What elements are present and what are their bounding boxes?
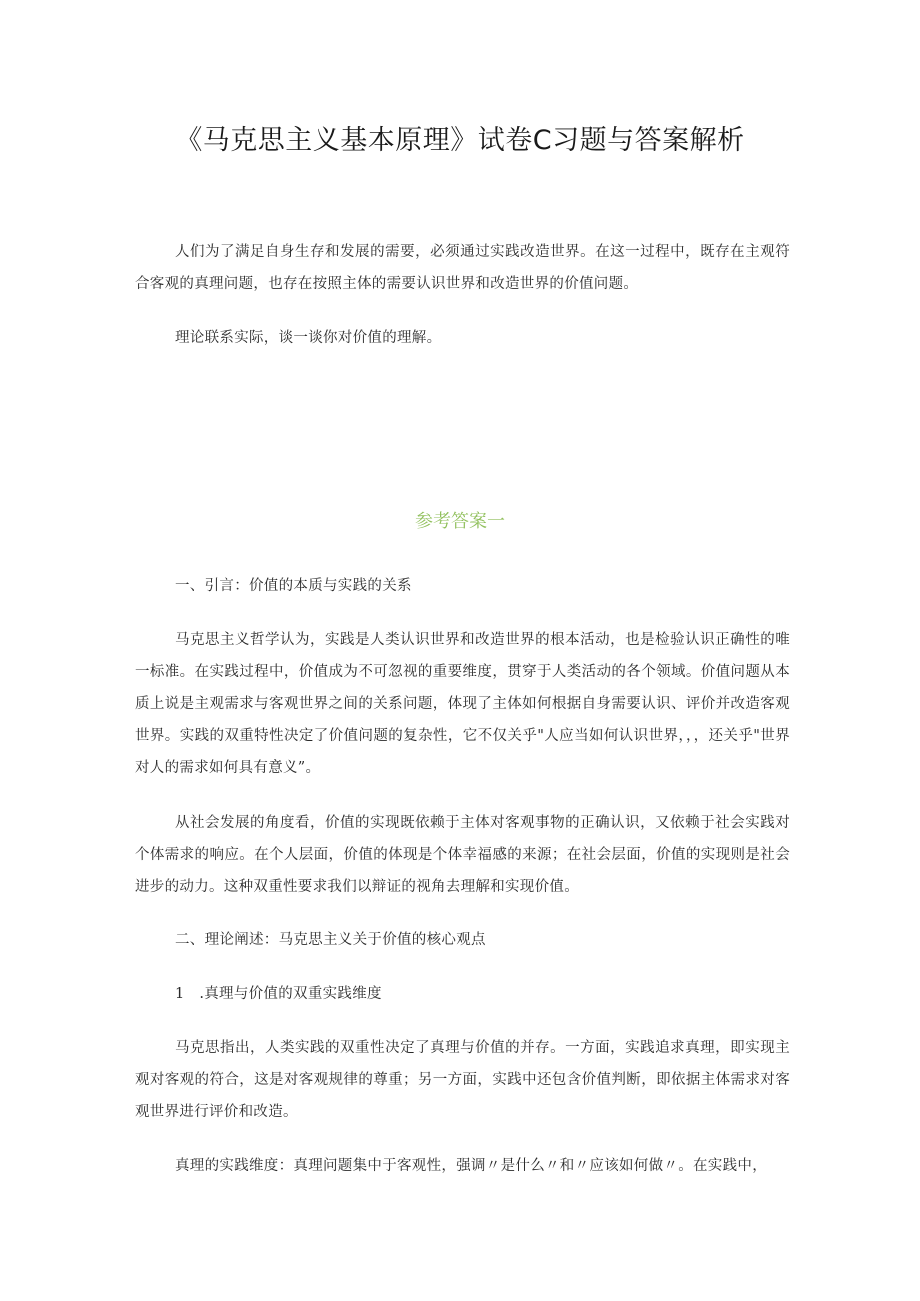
- section1-paragraph1: 马克思主义哲学认为，实践是人类认识世界和改造世界的根本活动，也是检验认识正确性的唯一标准。在实践过程中，价值成为不可忽视的重要维度，贯穿于人类活动的各个领域。价值问题从本质上说是主观需求与客观世界之间的关系问题，体现了主体如何根据自身需要认识、评价并改造客观世界。实践的双重特性决定了价值问题的复杂性，它不仅关乎"人应当如何认识世界，，，还关乎"世界对人的需求如何具有意义”。: [135, 632, 790, 776]
- answer-heading: 参考答案一: [415, 511, 505, 532]
- document-title: 《马克思主义基本原理》试卷C习题与答案解析: [175, 125, 745, 156]
- question-prompt: 理论联系实际，谈一谈你对价值的理解。: [175, 330, 442, 346]
- section2-paragraph1: 马克思指出，人类实践的双重性决定了真理与价值的并存。一方面，实践追求真理，即实现主观对客观的符合，这是对客观规律的尊重；另一方面，实践中还包含价值判断，即依据主体需求对客观世界进行评价和改造。: [135, 1040, 790, 1120]
- section-heading-theory: 二、理论阐述：马克思主义关于价值的核心观点: [175, 932, 486, 948]
- section-heading-introduction: 一、引言：价值的本质与实践的关系: [175, 578, 412, 594]
- question-paragraph: 人们为了满足自身生存和发展的需要，必须通过实践改造世界。在这一过程中，既存在主观符合客观的真理问题，也存在按照主体的需要认识世界和改造世界的价值问题。: [135, 244, 790, 292]
- subsection-heading-truth-value: 1 .真理与价值的双重实践维度: [175, 986, 382, 1002]
- section2-paragraph2: 真理的实践维度：真理问题集中于客观性，强调〃是什么〃和〃应该如何做〃。在实践中，: [175, 1158, 767, 1174]
- section1-paragraph2: 从社会发展的角度看，价值的实现既依赖于主体对客观事物的正确认识，又依赖于社会实践对个体需求的响应。在个人层面，价值的体现是个体幸福感的来源；在社会层面，价值的实现则是社会进步的动力。这种双重性要求我们以辩证的视角去理解和实现价值。: [135, 815, 790, 895]
